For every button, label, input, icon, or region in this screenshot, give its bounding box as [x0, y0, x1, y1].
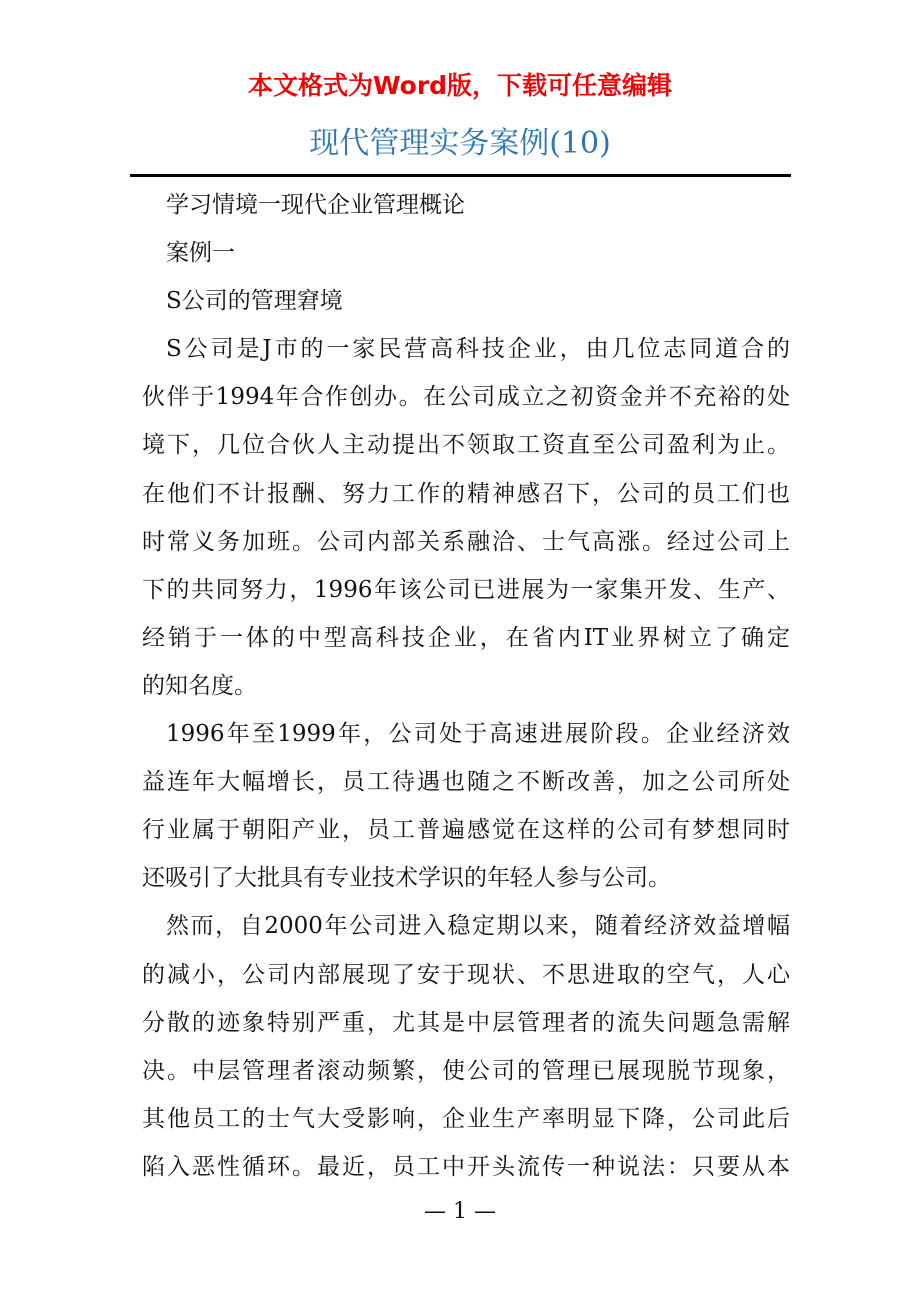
- text-line: 在他们不计报酬、努力工作的精神感召下，公司的员工们也: [142, 480, 790, 507]
- document-title: 现代管理实务案例(10): [309, 126, 611, 161]
- text-line: 陷入恶性循环。最近，员工中开头流传一种说法：只要从本: [142, 1153, 790, 1180]
- text-line: 决。中层管理者滚动频繁，使公司的管理已展现脱节现象，: [142, 1057, 790, 1084]
- text-line: 下的共同努力，1996年该公司已进展为一家集开发、生产、: [142, 576, 790, 603]
- text-line: 境下，几位合伙人主动提出不领取工资直至公司盈利为止。: [142, 432, 790, 459]
- header-divider: [130, 174, 791, 177]
- text-line: 的减小，公司内部展现了安于现状、不思进取的空气，人心: [142, 961, 790, 988]
- text-line: 的知名度。: [142, 672, 257, 699]
- text-line: 学习情境一现代企业管理概论: [166, 192, 465, 218]
- text-line: 其他员工的士气大受影响，企业生产率明显下降，公司此后: [142, 1105, 790, 1132]
- format-notice: 本文格式为Word版，下载可任意编辑: [247, 71, 673, 100]
- text-line: 然而，自2000年公司进入稳定期以来，随着经济效益增幅: [166, 913, 790, 940]
- text-line: 时常义务加班。公司内部关系融洽、士气高涨。经过公司上: [142, 528, 790, 555]
- page-number: — 1 —: [424, 1199, 496, 1224]
- text-line: 经销于一体的中型高科技企业，在省内IT业界树立了确定: [142, 624, 790, 651]
- text-line: 伙伴于1994年合作创办。在公司成立之初资金并不充裕的处: [142, 384, 790, 411]
- text-line: 还吸引了大批具有专业技术学识的年轻人参与公司。: [142, 865, 671, 892]
- text-line: 1996年至1999年，公司处于高速进展阶段。企业经济效: [166, 721, 790, 748]
- text-line: 行业属于朝阳产业，员工普遍感觉在这样的公司有梦想同时: [142, 817, 790, 844]
- text-line: S公司的管理窘境: [166, 288, 343, 315]
- text-line: 案例一: [166, 240, 235, 267]
- document-body: [142, 181, 790, 1191]
- text-line: 益连年大幅增长，员工待遇也随之不断改善，加之公司所处: [142, 769, 790, 796]
- text-line: S公司是J市的一家民营高科技企业，由几位志同道合的: [166, 336, 790, 363]
- text-line: 分散的迹象特别严重，尤其是中层管理者的流失问题急需解: [142, 1009, 790, 1036]
